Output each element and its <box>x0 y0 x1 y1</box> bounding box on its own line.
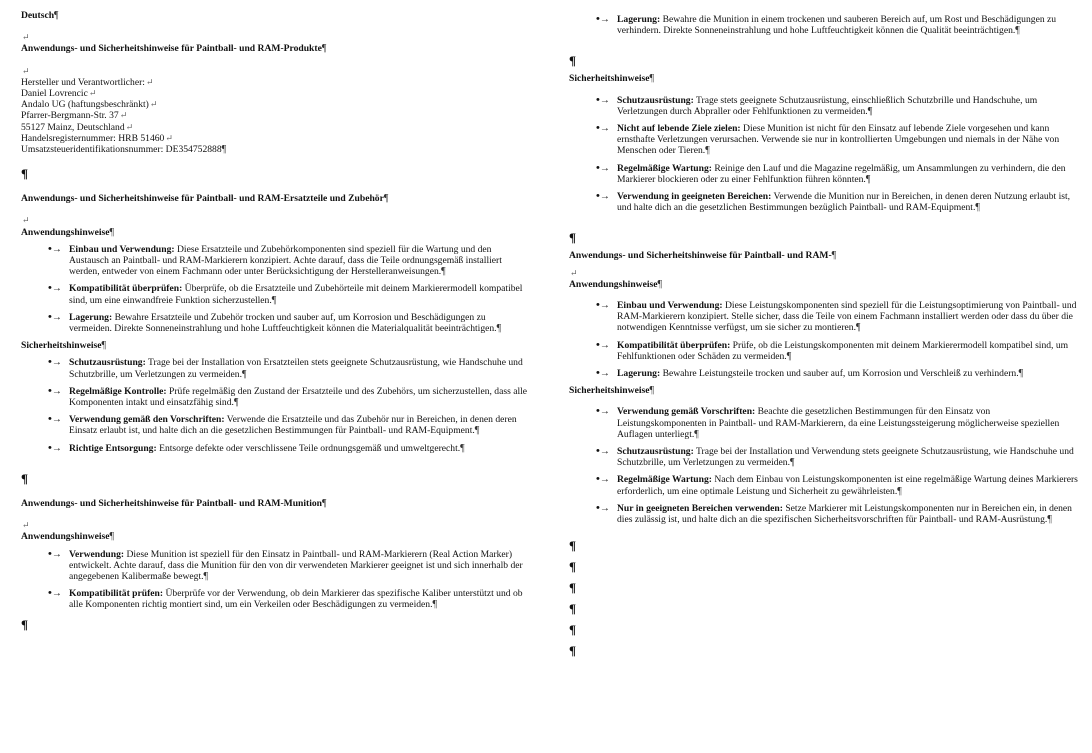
list-item[interactable]: •→ Kompatibilität überprüfen: Überprüfe, ob die Ersatzteile und Zubehörteile mit deinem Markierermodell kompatibel sind, um eine einwandfreie Funktion sicherzustellen.¶ <box>48 282 523 306</box>
safety-heading[interactable]: Sicherheitshinweise¶ <box>21 340 107 352</box>
list-item[interactable]: •→ Verwendung: Diese Munition ist speziell für den Einsatz in Paintball- und RAM-Markierern (Real Action Marker) entwickelt. Achte darauf, dass die Munition für den von dir verwendeten Markierer geeignet ist und sich innerhalb der angegebenen Kalibermaße bewegt.¶ <box>48 547 523 582</box>
bullet-arrow-icon: •→ <box>596 338 610 351</box>
manufacturer-line[interactable]: Andalo UG (haftungsbeschränkt)↵ <box>21 99 158 111</box>
list-item[interactable]: •→ Lagerung: Bewahre Leistungsteile trocken und sauber auf, um Korrosion und Verschleiß zu verhindern.¶ <box>596 367 1024 380</box>
safety-heading[interactable]: Sicherheitshinweise¶ <box>569 385 655 397</box>
usage-list <box>21 549 529 611</box>
list-item[interactable]: •→ Lagerung: Bewahre die Munition in einem trockenen und sauberen Bereich auf, um Rost und Beschädigungen zu verhindern. Direkte Sonneneinstrahlung und hohe Luftfeuchtigkeit können die Qualität beeinträchtigen.¶ <box>596 13 1057 37</box>
usage-heading[interactable]: Anwendungshinweise¶ <box>21 531 115 543</box>
empty-paragraph: ¶ <box>569 559 577 575</box>
list-item[interactable]: •→ Schutzausrüstung: Trage bei der Installation von Ersatzteilen stets geeignete Schutzausrüstung, wie Handschuhe und Schutzbrille, um Verletzungen zu vermeiden.¶ <box>48 356 523 380</box>
bullet-arrow-icon: •→ <box>596 501 610 514</box>
bullet-arrow-icon: •→ <box>48 384 62 397</box>
section-title-products[interactable]: Anwendungs- und Sicherheitshinweise für Paintball- und RAM-Produkte¶ <box>21 43 327 55</box>
empty-paragraph: ¶ <box>21 470 29 486</box>
usage-list <box>21 244 529 334</box>
empty-paragraph: ¶ <box>569 538 577 554</box>
usage-heading[interactable]: Anwendungshinweise¶ <box>21 226 115 238</box>
safety-list <box>569 406 1079 525</box>
bullet-arrow-icon: •→ <box>596 367 610 380</box>
bullet-arrow-icon: •→ <box>596 190 610 203</box>
manufacturer-line[interactable]: Hersteller und Verantwortlicher:↵ <box>21 76 154 88</box>
safety-list <box>21 357 529 453</box>
empty-paragraph: ¶ <box>21 616 29 632</box>
list-item[interactable]: •→ Richtige Entsorgung: Entsorge defekte oder verschlissene Teile ordnungsgemäß und umweltgerecht.¶ <box>48 441 465 454</box>
empty-paragraph: ¶ <box>569 643 577 659</box>
usage-heading[interactable]: Anwendungshinweise¶ <box>569 278 663 290</box>
bullet-arrow-icon: •→ <box>596 299 610 312</box>
right-column: •→ Lagerung: Bewahre die Munition in einem trockenen und sauberen Bereich auf, um Rost und Beschädigungen zu verhindern. Direkte Sonneneinstrahlung und hohe Luftfeuchtigkeit können die Qualität beeinträchtigen.¶ ¶ Sicherheitshinweise¶ •→ Schutzausrüstung: Trage stets geeignete Schutzausrüstung, einschließlich Schutzbrille und Handschuhe, um Verletzungen durch Abpraller oder Fehlfunktionen zu vermeiden.¶ •→ Nicht auf lebende Ziele zielen: Diese Munition ist nicht für den Einsatz auf lebende Ziele vorgesehen und kann ernsthafte Verletzungen verursachen. Verwende sie nur in kontrollierten Umgebungen und niemals in der Nähe von Menschen oder Tieren.¶ •→ Regelmäßige Wartung: Reinige den Lauf und die Magazine regelmäßig, um Ansammlungen zu verhindern, die den Markierer blockieren oder zu einer Fehlfunktion führen könnten.¶ •→ Verwendung in geeigneten Bereichen: Verwende die Munition nur in Bereichen, in denen deren Nutzung erlaubt ist, und halte dich an die gesetzlichen Bestimmungen bezüglich Paintball- und RAM-Equipment.¶ ¶ Anwendungs- und Sicherheitshinweise für Paintball- und RAM-¶ ↵ Anwendungshinweise¶ •→ Einbau und Verwendung: Diese Leistungskomponenten sind speziell für die Leistungsoptimierung von Paintball- und RAM-Markierern konzipiert. Stelle sicher, dass die Teile von einem Fachmann installiert werden oder dass du über die notwendigen Kenntnisse verfügst, um sie sicher zu montieren.¶ •→ Kompatibilität überprüfen: Prüfe, ob die Leistungskomponenten mit deinem Markierermodell kompatibel sind, um Fehlfunktionen oder Schäden zu vermeiden.¶ •→ Lagerung: Bewahre Leistungsteile trocken und sauber auf, um Korrosion und Verschleiß zu verhindern.¶ Sicherheitshinweise¶ •→ Verwendung gemäß Vorschriften: Beachte die gesetzlichen Bestimmungen für den Einsatz von Leistungskomponenten in Paintball- und RAM-Markierern, da eine Leistungssteigerung möglicherweise speziellen Auflagen unterliegt.¶ •→ Schutzausrüstung: Trage bei der Installation und Verwendung stets geeignete Schutzausrüstung, wie Handschuhe und Schutzbrille, um Verletzungen zu vermeiden.¶ •→ Regelmäßige Wartung: Nach dem Einbau von Leistungskomponenten ist eine regelmäßige Wartung deines Markierers erforderlich, um eine optimale Leistung und Sicherheit zu gewährleisten.¶ •→ Nur in geeigneten Bereichen verwenden: Setze Markierer mit Leistungskomponenten nur in Bereichen ein, in denen dies zulässig ist, und halte dich an die spezifischen Sicherheitsvorschriften für Paintball- und RAM-Ausrüstung.¶ ¶ ¶ ¶ ¶ ¶ ¶ <box>569 14 1079 661</box>
bullet-arrow-icon: •→ <box>48 587 62 600</box>
manufacturer-line[interactable]: 55127 Mainz, Deutschland↵ <box>21 121 134 133</box>
manufacturer-line[interactable]: Pfarrer-Bergmann-Str. 37↵ <box>21 110 128 122</box>
bullet-arrow-icon: •→ <box>48 282 62 295</box>
list-item[interactable]: •→ Schutzausrüstung: Trage stets geeignete Schutzausrüstung, einschließlich Schutzbrille und Handschuhe, um Verletzungen durch Abpraller oder Fehlfunktionen zu vermeiden.¶ <box>596 93 1038 117</box>
section-title-ammunition[interactable]: Anwendungs- und Sicherheitshinweise für Paintball- und RAM-Munition¶ <box>21 497 327 509</box>
empty-paragraph: ¶ <box>569 230 577 246</box>
list-item[interactable]: •→ Schutzausrüstung: Trage bei der Installation und Verwendung stets geeignete Schutzausrüstung, wie Handschuhe und Schutzbrille, um Verletzungen zu vermeiden.¶ <box>596 445 1074 469</box>
empty-paragraph: ¶ <box>569 622 577 638</box>
list-item[interactable]: •→ Regelmäßige Kontrolle: Prüfe regelmäßig den Zustand der Ersatzteile und des Zubehörs, um sicherzustellen, dass alle Komponenten intakt und einsatzfähig sind.¶ <box>48 384 528 409</box>
empty-paragraph: ¶ <box>569 601 577 617</box>
list-item[interactable]: •→ Einbau und Verwendung: Diese Ersatzteile und Zubehörkomponenten sind speziell für die Wartung und den Austausch an Paintball- und RAM-Markierern konzipiert. Achte darauf, dass die Teile ordnungsgemäß installiert werden, entweder von einem Fachmann oder unter Berücksichtigung der Herstelleranweisungen.¶ <box>48 242 502 278</box>
usage-list <box>569 300 1079 379</box>
language-heading[interactable]: Deutsch¶ <box>21 10 59 21</box>
list-item[interactable]: •→ Einbau und Verwendung: Diese Leistungskomponenten sind speziell für die Leistungsoptimierung von Paintball- und RAM-Markierern konzipiert. Stelle sicher, dass die Teile von einem Fachmann installiert werden oder dass du über die notwendigen Kenntnisse verfügst, um sie sicher zu montieren.¶ <box>596 299 1077 334</box>
list-item[interactable]: •→ Kompatibilität prüfen: Überprüfe vor der Verwendung, ob dein Markierer das spezifische Kaliber unterstützt und ob alle Komponenten richtig montiert sind, um ein Verkeilen oder Beschädigungen zu vermeiden.¶ <box>48 587 523 611</box>
section-title-performance[interactable]: Anwendungs- und Sicherheitshinweise für Paintball- und RAM-¶ <box>569 250 837 262</box>
empty-paragraph: ¶ <box>569 580 577 596</box>
bullet-arrow-icon: •→ <box>48 242 62 255</box>
empty-paragraph: ¶ <box>569 53 577 69</box>
left-column: Deutsch¶ ↵ Anwendungs- und Sicherheitshinweise für Paintball- und RAM-Produkte¶ ↵ Hersteller und Verantwortlicher:↵ Daniel Lovrencic↵ Andalo UG (haftungsbeschränkt)↵ Pfarrer-Bergmann-Str. 37↵ 55127 Mainz, Deutschland↵ Handelsregisternummer: HRB 51460↵ Umsatzsteueridentifikationsnummer: DE354752888¶ ¶ Anwendungs- und Sicherheitshinweise für Paintball- und RAM-Ersatzteile und Zubehör¶ ↵ Anwendungshinweise¶ •→ Einbau und Verwendung: Diese Ersatzteile und Zubehörkomponenten sind speziell für die Wartung und den Austausch an Paintball- und RAM-Markierern konzipiert. Achte darauf, dass die Teile ordnungsgemäß installiert werden, entweder von einem Fachmann oder unter Berücksichtigung der Herstelleranweisungen.¶ •→ Kompatibilität überprüfen: Überprüfe, ob die Ersatzteile und Zubehörteile mit deinem Markierermodell kompatibel sind, um eine einwandfreie Funktion sicherzustellen.¶ •→ Lagerung: Bewahre Ersatzteile und Zubehör trocken und sauber auf, um Korrosion und Beschädigungen zu vermeiden. Direkte Sonneneinstrahlung und hohe Luftfeuchtigkeit können die Materialqualität beeinträchtigen.¶ Sicherheitshinweise¶ •→ Schutzausrüstung: Trage bei der Installation von Ersatzteilen stets geeignete Schutzausrüstung, wie Handschuhe und Schutzbrille, um Verletzungen zu vermeiden.¶ •→ Regelmäßige Kontrolle: Prüfe regelmäßig den Zustand der Ersatzteile und des Zubehörs, um sicherzustellen, dass alle Komponenten intakt und einsatzfähig sind.¶ •→ Verwendung gemäß den Vorschriften: Verwende die Ersatzteile und das Zubehör nur in Bereichen, in denen deren Einsatz erlaubt ist, und halte dich an die gesetzlichen Bestimmungen für Paintball- und RAM-Equipment.¶ •→ Richtige Entsorgung: Entsorge defekte oder verschlissene Teile ordnungsgemäß und umweltgerecht.¶ ¶ Anwendungs- und Sicherheitshinweise für Paintball- und RAM-Munition¶ ↵ Anwendungshinweise¶ •→ Verwendung: Diese Munition ist speziell für den Einsatz in Paintball- und RAM-Markierern (Real Action Marker) entwickelt. Achte darauf, dass die Munition für den von dir verwendeten Markierer geeignet ist und sich innerhalb der angegebenen Kalibermaße bewegt.¶ •→ Kompatibilität prüfen: Überprüfe vor der Verwendung, ob dein Markierer das spezifische Kaliber unterstützt und ob alle Komponenten richtig montiert sind, um ein Verkeilen oder Beschädigungen zu vermeiden.¶ ¶ <box>21 10 528 632</box>
bullet-arrow-icon: •→ <box>48 413 62 426</box>
bullet-arrow-icon: •→ <box>596 161 610 174</box>
manufacturer-line[interactable]: Handelsregisternummer: HRB 51460↵ <box>21 132 173 144</box>
list-item[interactable]: •→ Verwendung gemäß Vorschriften: Beachte die gesetzlichen Bestimmungen für den Einsatz von Leistungskomponenten in Paintball- und RAM-Markierern, da eine Leistungssteigerung möglicherweise speziellen Auflagen unterliegt.¶ <box>596 405 1060 440</box>
bullet-arrow-icon: •→ <box>596 473 610 486</box>
list-item[interactable]: •→ Verwendung gemäß den Vorschriften: Verwende die Ersatzteile und das Zubehör nur in Bereichen, in denen deren Einsatz erlaubt ist, und halte dich an die gesetzlichen Bestimmungen für Paintball- und RAM-Equipment.¶ <box>48 413 517 437</box>
bullet-arrow-icon: •→ <box>48 441 62 454</box>
list-item[interactable]: •→ Verwendung in geeigneten Bereichen: Verwende die Munition nur in Bereichen, in denen deren Nutzung erlaubt ist, und halte dich an die gesetzlichen Bestimmungen bezüglich Paintball- und RAM-Equipment.¶ <box>596 190 1071 214</box>
list-item[interactable]: •→ Lagerung: Bewahre Ersatzteile und Zubehör trocken und sauber auf, um Korrosion und Beschädigungen zu vermeiden. Direkte Sonneneinstrahlung und hohe Luftfeuchtigkeit können die Materialqualität beeinträchtigen.¶ <box>48 310 502 335</box>
list-item[interactable]: •→ Regelmäßige Wartung: Reinige den Lauf und die Magazine regelmäßig, um Ansammlungen zu verhindern, die den Markierer blockieren oder zu einer Fehlfunktion führen könnten.¶ <box>596 161 1066 185</box>
bullet-arrow-icon: •→ <box>596 13 610 25</box>
usage-list <box>569 14 1079 36</box>
section-title-spare-parts[interactable]: Anwendungs- und Sicherheitshinweise für Paintball- und RAM-Ersatzteile und Zubehör¶ <box>21 193 389 205</box>
manufacturer-block <box>21 77 529 155</box>
manufacturer-line[interactable]: Daniel Lovrencic↵ <box>21 88 97 100</box>
bullet-arrow-icon: •→ <box>48 310 62 323</box>
list-item[interactable]: •→ Nicht auf lebende Ziele zielen: Diese Munition ist nicht für den Einsatz auf lebende Ziele vorgesehen und kann ernsthafte Verletzungen verursachen. Verwende sie nur in kontrollierten Umgebungen und niemals in der Nähe von Menschen oder Tieren.¶ <box>596 122 1060 157</box>
list-item[interactable]: •→ Nur in geeigneten Bereichen verwenden: Setze Markierer mit Leistungskomponenten nur in Bereichen ein, in denen dies zulässig ist, und halte dich an die spezifischen Sicherheitsvorschriften für Paintball- und RAM-Ausrüstung.¶ <box>596 501 1072 526</box>
list-item[interactable]: •→ Regelmäßige Wartung: Nach dem Einbau von Leistungskomponenten ist eine regelmäßige Wartung deines Markierers erforderlich, um eine optimale Leistung und Sicherheit zu gewährleisten.¶ <box>596 473 1078 497</box>
bullet-arrow-icon: •→ <box>596 445 610 458</box>
bullet-arrow-icon: •→ <box>596 122 610 135</box>
safety-list <box>569 95 1079 214</box>
bullet-arrow-icon: •→ <box>596 93 610 106</box>
bullet-arrow-icon: •→ <box>48 356 62 369</box>
bullet-arrow-icon: •→ <box>596 405 610 418</box>
list-item[interactable]: •→ Kompatibilität überprüfen: Prüfe, ob die Leistungskomponenten mit deinem Markierermodell kompatibel sind, um Fehlfunktionen oder Schäden zu vermeiden.¶ <box>596 338 1069 362</box>
safety-heading[interactable]: Sicherheitshinweise¶ <box>569 73 655 85</box>
bullet-arrow-icon: •→ <box>48 547 62 560</box>
manufacturer-line[interactable]: Umsatzsteueridentifikationsnummer: DE354752888¶ <box>21 144 227 156</box>
empty-paragraph: ¶ <box>21 166 29 182</box>
